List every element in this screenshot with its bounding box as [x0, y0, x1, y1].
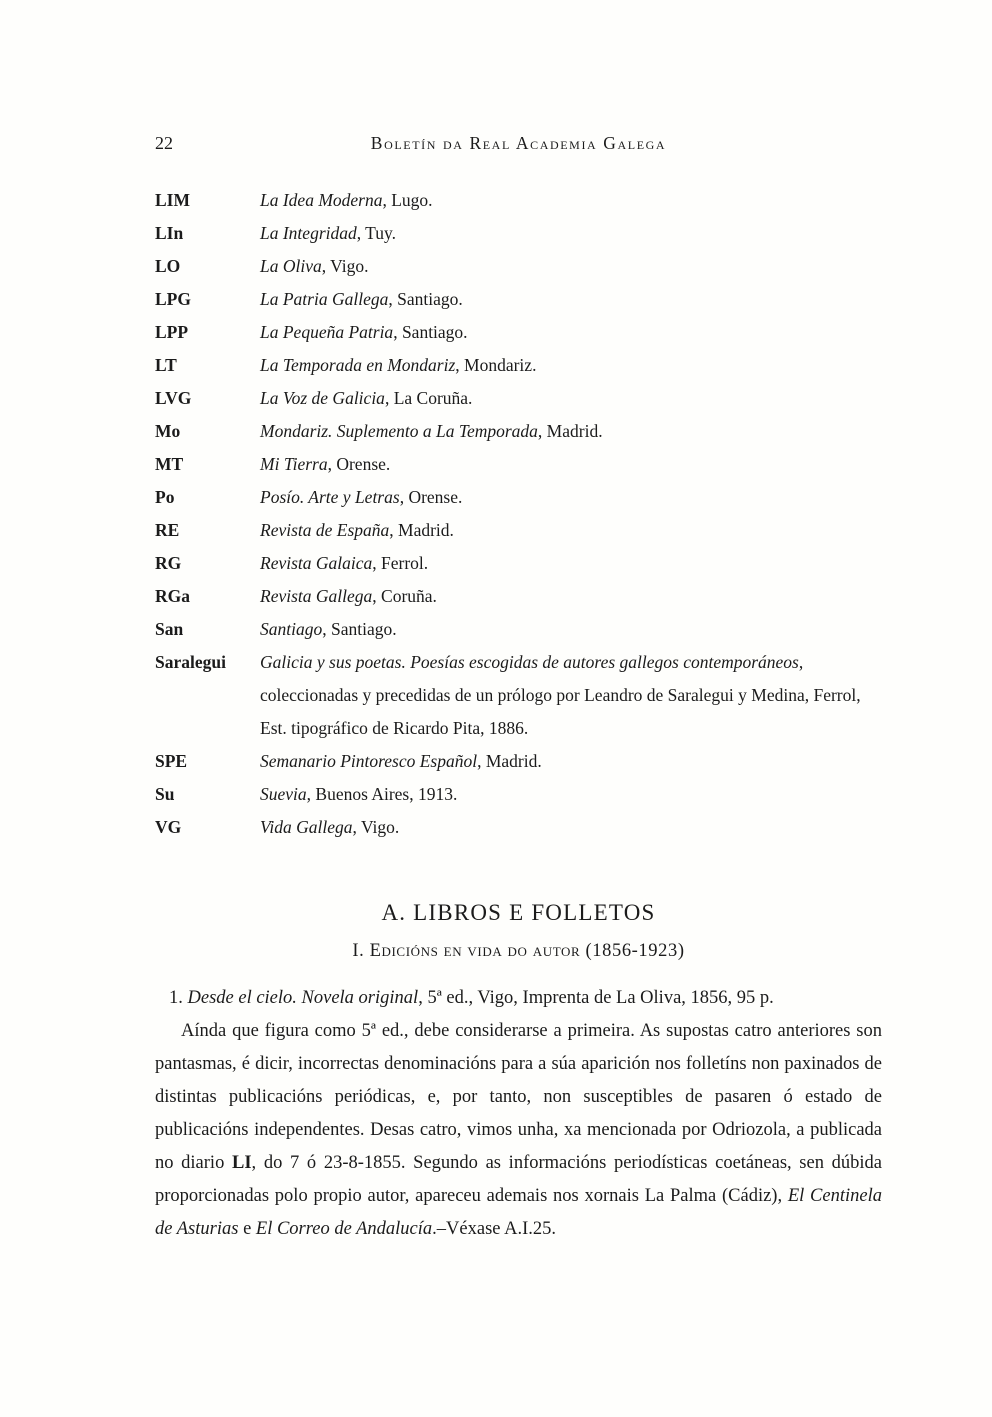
abbreviation-code: MT — [155, 454, 184, 474]
work-title: Galicia y sus poetas. Poesías escogidas de autores gallegos contemporáneos — [260, 652, 799, 672]
work-detail: , Orense. — [327, 454, 391, 474]
work-detail: , La Coruña. — [384, 388, 473, 408]
abbreviation-code: San — [155, 619, 184, 639]
work-title: Revista de España — [260, 520, 390, 540]
abbreviation-definition — [260, 316, 882, 349]
abbreviation-row — [155, 217, 882, 250]
abbreviation-row — [155, 580, 882, 613]
abbreviation-code: LPG — [155, 289, 191, 309]
abbreviation-definition — [260, 547, 882, 580]
abbreviation-code: RG — [155, 553, 182, 573]
abbreviation-row — [155, 250, 882, 283]
work-title: Suevia — [260, 784, 307, 804]
work-detail: , Tuy. — [356, 223, 396, 243]
paragraph-text: .–Véxase A.I.25. — [432, 1219, 556, 1240]
abbreviation-row — [155, 382, 882, 415]
page-header — [155, 133, 882, 154]
abbreviation-definition — [260, 382, 882, 415]
paragraph-text: , do 7 ó 23-8-1855. Segundo as informacións periodísticas coetáneas, sen dúbida proporcionadas polo propio autor, apareceu ademais nos xornais La Palma (Cádiz), — [155, 1153, 882, 1207]
abbreviation-definition — [260, 646, 882, 745]
abbreviation-code: Saralegui — [155, 652, 226, 672]
abbreviation-code: Su — [155, 784, 175, 804]
newspaper-title: El Centinela de Asturias — [155, 1186, 882, 1240]
page-number: 22 — [155, 133, 173, 153]
work-detail: , Madrid. — [477, 751, 542, 771]
abbreviation-code: LO — [155, 256, 181, 276]
work-title: La Integridad — [260, 223, 357, 243]
work-detail: , Santiago. — [393, 322, 468, 342]
abbreviation-definition — [260, 349, 882, 382]
abbreviation-definition — [260, 283, 882, 316]
work-title: Posío. Arte y Letras — [260, 487, 400, 507]
work-title: Semanario Pintoresco Español — [260, 751, 478, 771]
abbreviation-list — [155, 184, 882, 844]
entry-annotation-paragraph — [155, 1015, 882, 1246]
work-detail: , coleccionadas y precedidas de un prólogo por Leandro de Saralegui y Medina, Ferrol, Est. tipográfico de Ricardo Pita, 1886. — [260, 652, 861, 738]
work-title: La Idea Moderna — [260, 190, 383, 210]
abbreviation-row — [155, 283, 882, 316]
abbreviation-row — [155, 448, 882, 481]
abbreviation-code: Mo — [155, 421, 181, 441]
abbreviation-row — [155, 481, 882, 514]
work-detail: , Santiago. — [388, 289, 463, 309]
abbreviation-code: SPE — [155, 751, 188, 771]
abbreviation-row — [155, 316, 882, 349]
diario-abbreviation: LI — [231, 1153, 252, 1174]
work-title: Vida Gallega — [260, 817, 353, 837]
entry-work-title: Desde el cielo. Novela original — [187, 988, 419, 1009]
abbreviation-code: RE — [155, 520, 180, 540]
abbreviation-row — [155, 646, 882, 745]
section-title: A. LIBROS E FOLLETOS — [381, 900, 656, 925]
work-detail: , Buenos Aires, 1913. — [306, 784, 458, 804]
abbreviation-definition — [260, 514, 882, 547]
work-title: Mi Tierra — [260, 454, 328, 474]
abbreviation-definition — [260, 481, 882, 514]
work-detail: , Ferrol. — [372, 553, 429, 573]
work-title: La Patria Gallega — [260, 289, 389, 309]
work-title: Santiago — [260, 619, 323, 639]
work-detail: , Vigo. — [321, 256, 369, 276]
newspaper-title: El Correo de Andalucía — [255, 1219, 433, 1240]
abbreviation-code: RGa — [155, 586, 190, 606]
work-title: Revista Gallega — [260, 586, 373, 606]
work-detail: , Madrid. — [389, 520, 454, 540]
work-detail: , Coruña. — [372, 586, 437, 606]
abbreviation-definition — [260, 613, 882, 646]
abbreviation-code: LT — [155, 355, 177, 375]
abbreviation-definition — [260, 448, 882, 481]
abbreviation-row — [155, 547, 882, 580]
abbreviation-row — [155, 415, 882, 448]
abbreviation-code: Po — [155, 487, 175, 507]
abbreviation-row — [155, 514, 882, 547]
abbreviation-row — [155, 349, 882, 382]
work-title: La Pequeña Patria — [260, 322, 394, 342]
abbreviation-definition — [260, 184, 882, 217]
work-detail: , Mondariz. — [455, 355, 537, 375]
abbreviation-definition — [260, 811, 882, 844]
abbreviation-row — [155, 778, 882, 811]
abbreviation-row — [155, 184, 882, 217]
work-title: La Voz de Galicia — [260, 388, 385, 408]
work-detail: , Santiago. — [322, 619, 397, 639]
running-header: Boletín da Real Academia Galega — [370, 133, 667, 153]
entry-imprint: , 5ª ed., Vigo, Imprenta de La Oliva, 1856, 95 p. — [418, 988, 774, 1009]
abbreviation-code: VG — [155, 817, 182, 837]
abbreviation-row — [155, 811, 882, 844]
abbreviation-row — [155, 745, 882, 778]
entry-heading-line — [155, 982, 882, 1015]
abbreviation-definition — [260, 415, 882, 448]
entry-number: 1. — [169, 988, 188, 1009]
paragraph-text: e — [238, 1219, 256, 1240]
work-detail: , Madrid. — [537, 421, 603, 441]
abbreviation-definition — [260, 745, 882, 778]
work-title: La Oliva — [260, 256, 322, 276]
paragraph-text: Aínda que figura como 5ª ed., debe considerarse a primeira. As supostas catro anteriores son pantasmas, é dicir, incorrectas denominacións para a súa aparición nos folletíns non paxinados de distintas publicacións periódicas, e, por tanto, non susceptibles de pasaren ó estado de publicacións independentes. Desas catro, vimos unha, xa mencionada por Odriozola, a publicada no diario — [155, 1021, 882, 1174]
bibliography-entry — [155, 982, 882, 1246]
abbreviation-row — [155, 613, 882, 646]
abbreviation-definition — [260, 580, 882, 613]
work-title: La Temporada en Mondariz — [260, 355, 456, 375]
abbreviation-code: LIn — [155, 223, 184, 243]
work-detail: , Vigo. — [352, 817, 400, 837]
abbreviation-code: LIM — [155, 190, 190, 210]
abbreviation-definition — [260, 250, 882, 283]
abbreviation-definition — [260, 217, 882, 250]
work-title: Revista Galaica — [260, 553, 373, 573]
abbreviation-code: LPP — [155, 322, 189, 342]
work-title: Mondariz. Suplemento a La Temporada — [260, 421, 538, 441]
abbreviation-code: LVG — [155, 388, 192, 408]
abbreviation-definition — [260, 778, 882, 811]
work-detail: , Orense. — [399, 487, 463, 507]
section-subtitle: I. Edicións en vida do autor (1856-1923) — [352, 941, 685, 962]
work-detail: , Lugo. — [382, 190, 433, 210]
